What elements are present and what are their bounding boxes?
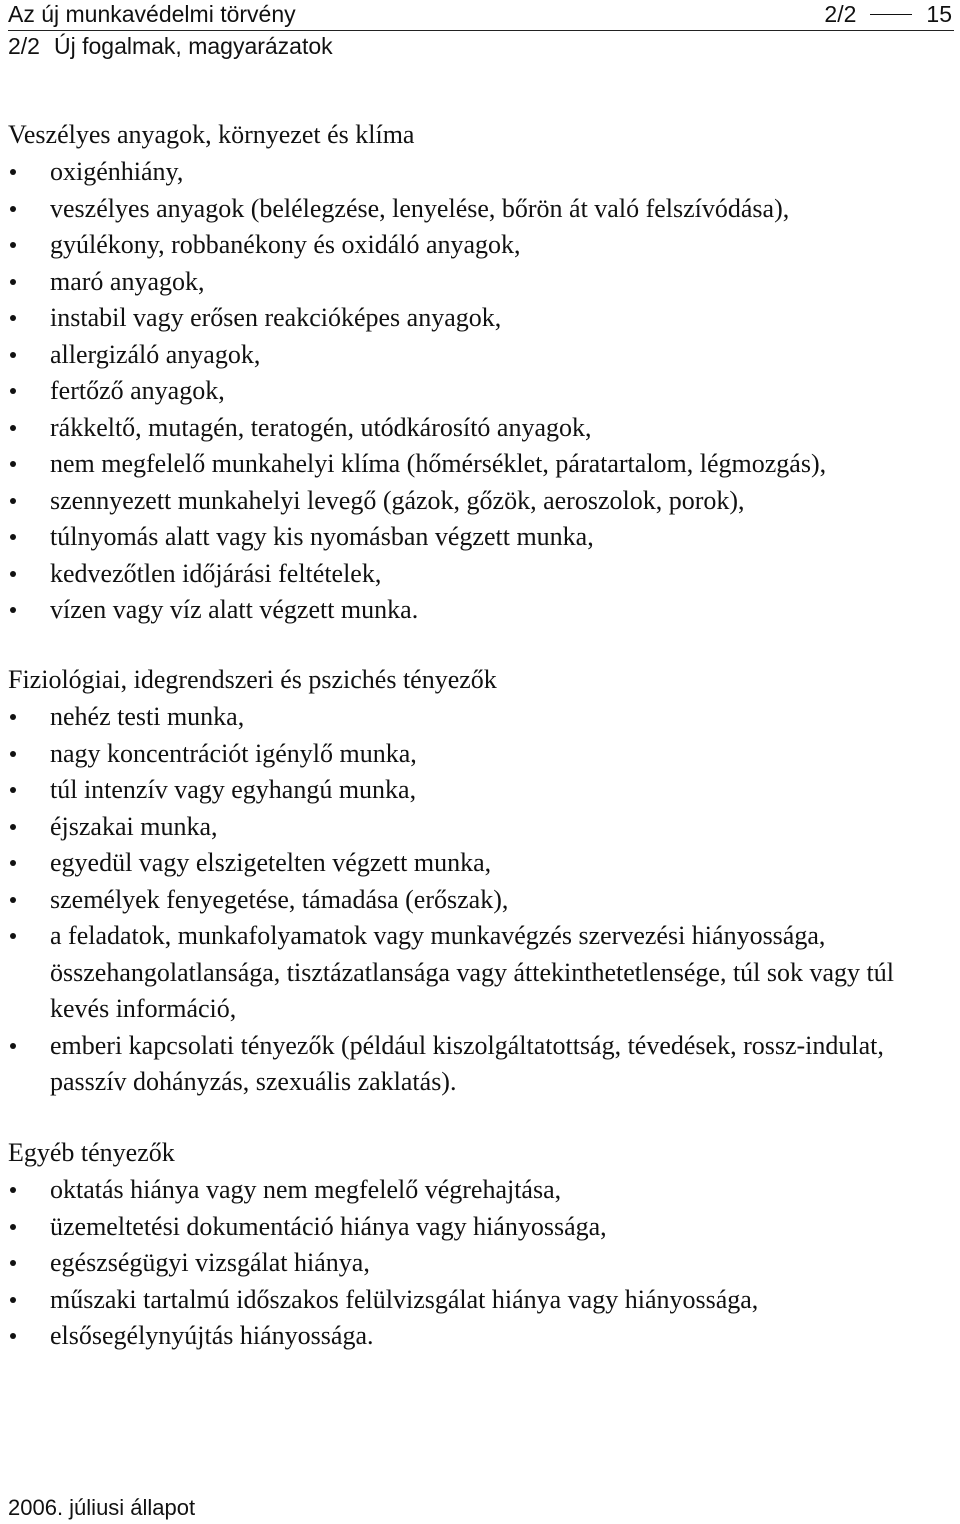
bullet-icon	[10, 571, 16, 577]
list-item: vízen vagy víz alatt végzett munka.	[0, 592, 940, 629]
list-physiological-factors	[0, 699, 940, 1101]
bullet-icon	[10, 425, 16, 431]
header-page-info	[824, 0, 952, 28]
header-title: Az új munkavédelmi törvény	[8, 1, 296, 27]
list-hazardous-materials	[0, 154, 940, 629]
bullet-icon	[10, 860, 16, 866]
bullet-icon	[10, 315, 16, 321]
page-footer: 2006. júliusi állapot	[8, 1495, 196, 1520]
section-title-other-factors: Egyéb tényezők	[8, 1138, 175, 1167]
list-other-factors	[0, 1172, 940, 1355]
chapter-number: 2/2	[8, 33, 40, 59]
list-item: veszélyes anyagok (belélegzése, lenyelése, bőrön át való felszívódása),	[0, 191, 940, 228]
bullet-icon	[10, 169, 16, 175]
list-item: oxigénhiány,	[0, 154, 940, 191]
list-item: nem megfelelő munkahelyi klíma (hőmérséklet, páratartalom, légmozgás),	[0, 446, 940, 483]
bullet-icon	[10, 1260, 16, 1266]
bullet-icon	[10, 824, 16, 830]
list-item: kedvezőtlen időjárási feltételek,	[0, 556, 940, 593]
bullet-icon	[10, 1333, 16, 1339]
list-item: túlnyomás alatt vagy kis nyomásban végzett munka,	[0, 519, 940, 556]
header-page-ref: 2/2	[824, 1, 857, 27]
list-item: egyedül vagy elszigetelten végzett munka,	[0, 845, 940, 882]
bullet-icon	[10, 714, 16, 720]
chapter-heading	[8, 32, 333, 60]
list-item: személyek fenyegetése, támadása (erőszak),	[0, 882, 940, 919]
list-item: üzemeltetési dokumentáció hiánya vagy hiányossága,	[0, 1209, 940, 1246]
list-item: maró anyagok,	[0, 264, 940, 301]
list-item: elsősegélynyújtás hiányossága.	[0, 1318, 940, 1355]
list-item: nagy koncentrációt igénylő munka,	[0, 736, 940, 773]
bullet-icon	[10, 897, 16, 903]
list-item: instabil vagy erősen reakcióképes anyagok,	[0, 300, 940, 337]
header-page-number: 15	[926, 1, 952, 27]
bullet-icon	[10, 461, 16, 467]
list-item: műszaki tartalmú időszakos felülvizsgálat hiánya vagy hiányossága,	[0, 1282, 940, 1319]
bullet-icon	[10, 751, 16, 757]
bullet-icon	[10, 607, 16, 613]
list-item: túl intenzív vagy egyhangú munka,	[0, 772, 940, 809]
list-item: egészségügyi vizsgálat hiánya,	[0, 1245, 940, 1282]
chapter-title: Új fogalmak, magyarázatok	[53, 33, 333, 59]
bullet-icon	[10, 1224, 16, 1230]
list-item: gyúlékony, robbanékony és oxidáló anyagok,	[0, 227, 940, 264]
list-item: szennyezett munkahelyi levegő (gázok, gőzök, aeroszolok, porok),	[0, 483, 940, 520]
list-item: nehéz testi munka,	[0, 699, 940, 736]
list-item: rákkeltő, mutagén, teratogén, utódkárosító anyagok,	[0, 410, 940, 447]
bullet-icon	[10, 1297, 16, 1303]
bullet-icon	[10, 498, 16, 504]
section-title-physiological-factors: Fiziológiai, idegrendszeri és pszichés tényezők	[8, 665, 497, 694]
bullet-icon	[10, 1043, 16, 1049]
list-item: allergizáló anyagok,	[0, 337, 940, 374]
list-item: éjszakai munka,	[0, 809, 940, 846]
running-header	[8, 0, 954, 31]
bullet-icon	[10, 206, 16, 212]
list-item: oktatás hiánya vagy nem megfelelő végrehajtása,	[0, 1172, 940, 1209]
bullet-icon	[10, 787, 16, 793]
bullet-icon	[10, 534, 16, 540]
list-item: fertőző anyagok,	[0, 373, 940, 410]
header-dash	[870, 14, 912, 15]
bullet-icon	[10, 933, 16, 939]
bullet-icon	[10, 279, 16, 285]
list-item: a feladatok, munkafolyamatok vagy munkavégzés szervezési hiányossága, összehangolatlansága, tisztázatlansága vagy áttekinthetetlensége, túl sok vagy túl kevés információ,	[0, 918, 940, 1028]
bullet-icon	[10, 388, 16, 394]
section-title-hazardous-materials: Veszélyes anyagok, környezet és klíma	[8, 120, 415, 149]
bullet-icon	[10, 352, 16, 358]
bullet-icon	[10, 1187, 16, 1193]
list-item: emberi kapcsolati tényezők (például kiszolgáltatottság, tévedések, rossz-indulat, passzív dohányzás, szexuális zaklatás).	[0, 1028, 940, 1101]
bullet-icon	[10, 242, 16, 248]
